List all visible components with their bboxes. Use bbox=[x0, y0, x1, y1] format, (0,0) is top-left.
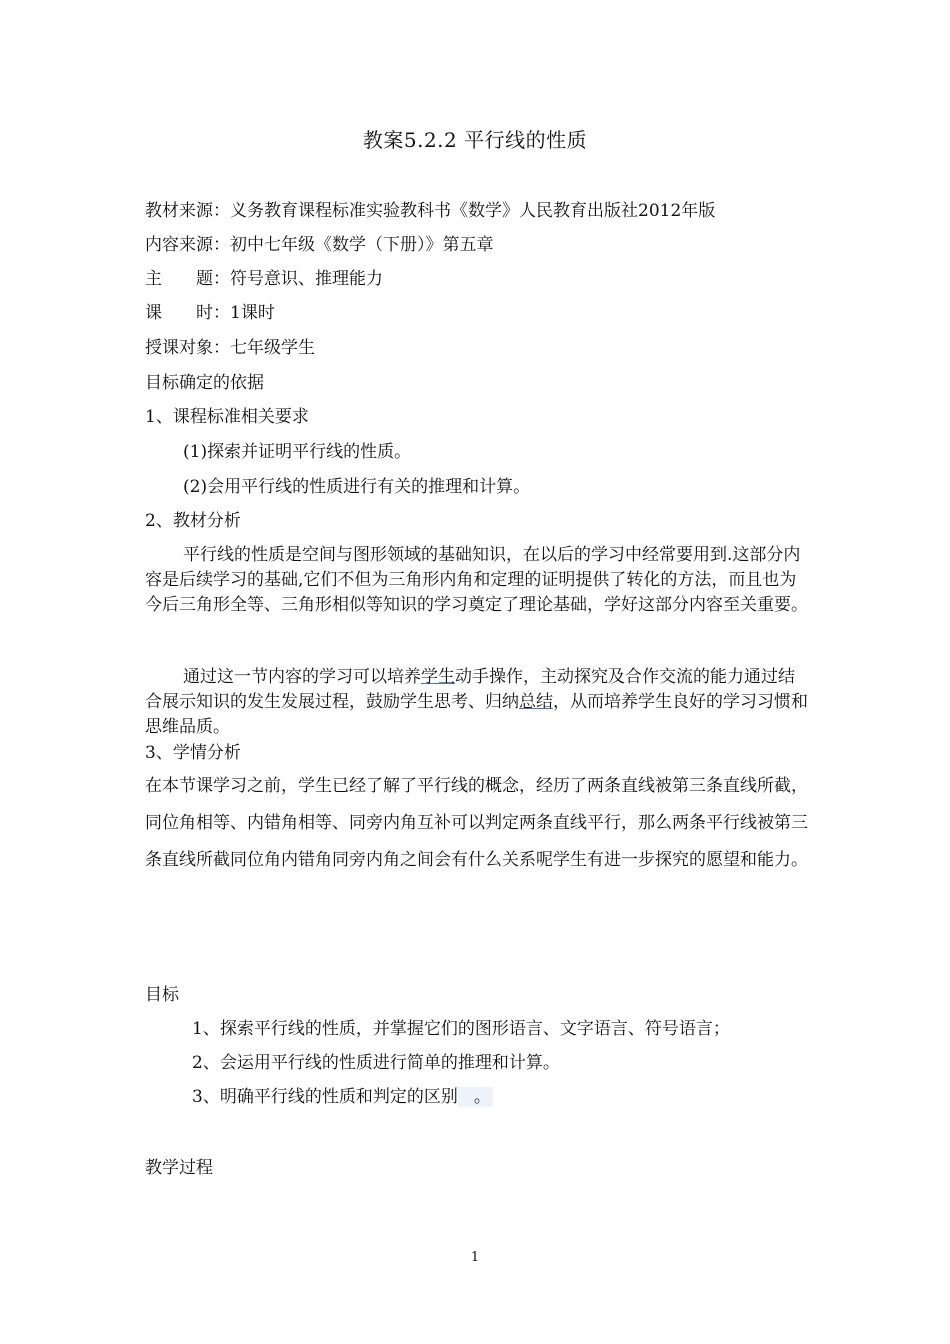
goal-item-3-highlight: 。 bbox=[458, 1087, 493, 1107]
section-2-paragraph bbox=[145, 543, 810, 618]
goals-heading: 目标 bbox=[145, 985, 179, 1005]
goal-item-3 bbox=[192, 1086, 493, 1108]
info-topic bbox=[145, 268, 383, 290]
info-source-content: 内容来源：初中七年级《数学（下册）》第五章 bbox=[145, 235, 494, 255]
section-2-paragraph-2 bbox=[145, 665, 810, 740]
summary-link[interactable]: 总结 bbox=[519, 692, 553, 712]
section-1-item: (2)会用平行线的性质进行有关的推理和计算。 bbox=[183, 477, 531, 497]
document-title: 教案5.2.2 平行线的性质 bbox=[362, 128, 588, 152]
section-2-paragraph-2-text-c: ，从而培养学生良好的学习习惯和思维品质。 bbox=[145, 692, 808, 737]
student-link[interactable]: 学生 bbox=[421, 667, 455, 687]
info-source-textbook: 教材来源：义务教育课程标准实验教科书《数学》人民教育出版社2012年版 bbox=[145, 201, 716, 221]
goal-item: 2、会运用平行线的性质进行简单的推理和计算。 bbox=[192, 1053, 560, 1073]
process-heading: 教学过程 bbox=[145, 1158, 213, 1178]
section-1-heading: 1、课程标准相关要求 bbox=[145, 407, 309, 427]
section-2-paragraph-2-text-b: 动手操作，主动探究及合作交流的能力通过结合展示知识的发生发展过程，鼓励学生思考、归纳 bbox=[145, 667, 795, 712]
topic-value: 符号意识、推理能力 bbox=[230, 269, 383, 289]
section-3-heading: 3、学情分析 bbox=[145, 743, 241, 763]
period-value: 1课时 bbox=[230, 303, 275, 323]
info-audience: 授课对象：七年级学生 bbox=[145, 338, 315, 358]
section-3-paragraph: 在本节课学习之前，学生已经了解了平行线的概念，经历了两条直线被第三条直线所截，同位角相等、内错角相等、同旁内角互补可以判定两条直线平行，那么两条平行线被第三条直线所截同位角内错角同旁内角之间会有什么关系呢学生有进一步探究的愿望和能力。 bbox=[145, 776, 808, 870]
section-2-paragraph-text: 平行线的性质是空间与图形领域的基础知识，在以后的学习中经常要用到.这部分内容是后续学习的基础,它们不但为三角形内角和定理的证明提供了转化的方法，而且也为今后三角形全等、三角形相似等知识的学习奠定了理论基础，学好这部分内容至关重要。 bbox=[145, 545, 808, 615]
period-label: 课 时： bbox=[145, 303, 230, 323]
section-2-paragraph-2-text-a: 通过这一节内容的学习可以培养 bbox=[183, 667, 421, 687]
info-period bbox=[145, 302, 275, 324]
goal-item-3-text: 3、明确平行线的性质和判定的区别 bbox=[192, 1087, 458, 1107]
section-2-heading: 2、教材分析 bbox=[145, 511, 241, 531]
page-number: 1 bbox=[470, 1250, 480, 1265]
section-1-item: (1)探索并证明平行线的性质。 bbox=[183, 442, 412, 462]
goal-item: 1、探索平行线的性质，并掌握它们的图形语言、文字语言、符号语言； bbox=[192, 1019, 730, 1039]
basis-heading: 目标确定的依据 bbox=[145, 373, 264, 393]
topic-label: 主 题： bbox=[145, 269, 230, 289]
